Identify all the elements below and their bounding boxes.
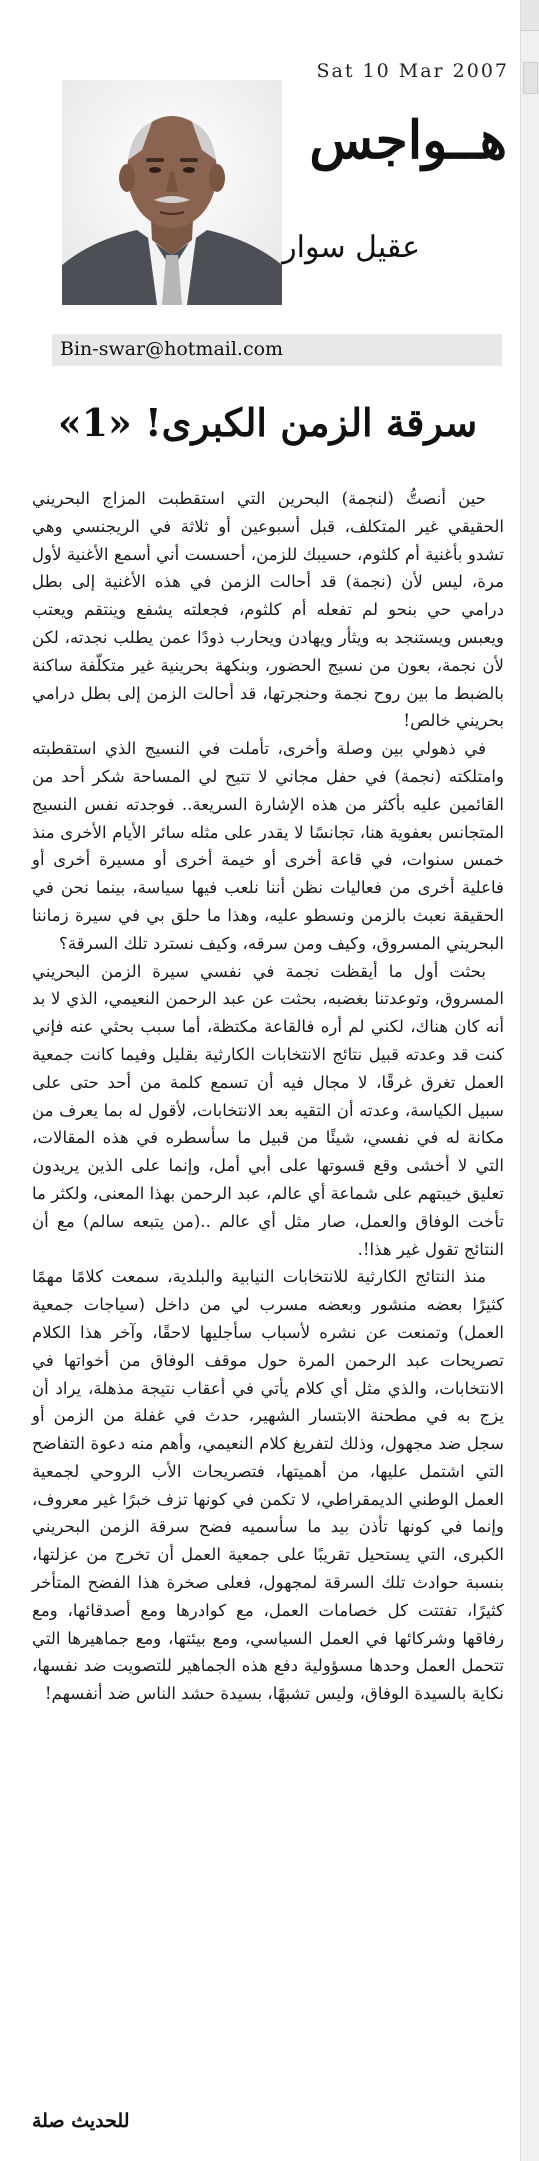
to-be-continued-note: للحديث صلة [32,2110,130,2132]
scrollbar[interactable] [520,0,539,2161]
article-body [32,485,504,1708]
article-paragraph: في ذهولي بين وصلة وأخرى، تأملت في النسيج الذي استقطبته وامتلكته (نجمة) في حفل مجاني لا تتيح لي المساحة شكر أحد من القائمين عليه بأكثر من هذه الإشارة السريعة.. فوجدته نفس النسيج المتجانس بعفوية هنا، تجانسًا لا يقدر على مثله سائر الأيام الأخرى منذ خمس سنوات، في قاعة أخرى أو خيمة أخرى أو مسيرة أخرى أو فاعلية أخرى من فعاليات نظن أننا نلعب فيها سياسة، بينما نحن في الحقيقة نعبث بالزمن ونسطو عليه، وهذا ما حلق بي في سيرة زماننا البحريني المسروق، وكيف ومن سرقه، وكيف نسترد تلك السرقة؟ [32,739,504,953]
author-name: عقيل سوار [282,230,420,265]
author-photo [62,80,282,305]
publish-date: Sat 10 Mar 2007 [316,60,509,82]
scrollbar-thumb[interactable] [523,62,538,94]
email-bar [52,334,502,366]
article-paragraph: منذ النتائج الكارثية للانتخابات النيابية والبلدية، سمعت كلامًا مهمًا كثيرًا بعضه منشور وبعضه مسرب لي من داخل (سياجات جمعية العمل) وتمنعت عن نشره لأسباب سأجليها لاحقًا، وآخر هذا الكلام تصريحات عبد الرحمن المرة حول موقف الوفاق من أخواتها في الانتخابات، والذي مثل أي كلام يأتي في أعقاب نتيجة مذهلة، يراد أن يزج به في مطحنة الابتسار الشهير، حدث في غفلة من الزمن أو سجل ضد مجهول، وذلك لتفريغ كلام النعيمي، وأهم منه دعوة التفاضح التي اشتمل عليها، من أهميتها، فتصريحات الأب الروحي لجمعية العمل الوطني الديمقراطي، لا تكمن في كونها تزف خبرًا غير معروف، وإنما في كونها تأذن بيد ما سأسميه فضح سرقة الزمن البحريني الكبرى، التي يستحيل تقريبًا على جمعية العمل أن تخرج من عزلتها، بنسبة حوادث تلك السرقة لمجهول، فعلى صخرة هذا الفضح المتأخر كثيرًا، تفتتت كل خصامات العمل، مع كوادرها ومع أصدقائها، ومع رفاقها وشركائها في العمل السياسي، ومع بيئتها، ومع جماهيرها التي تتحمل العمل وحدها مسؤولية دفع هذه الجماهير للتصويت ضد نفسها، نكاية بالسيدة الوفاق، وليس تشبهًا، بسيدة حشد الناس ضد أنفسهم! [32,1267,504,1704]
author-email-link[interactable]: Bin-swar@hotmail.com [60,338,284,360]
column-title: هــواجس [309,110,507,171]
author-portrait-image [62,80,282,305]
article-paragraph: حين أنصتُّ (لنجمة) البحرين التي استقطبت المزاج البحريني الحقيقي غير المتكلف، قبل أسبوعين أو ثلاثة في الريجنسي وهي تشدو بأغنية أم كلثوم، حسيبك للزمن، أحسست أني أسمع الأغنية لأول مرة، ليس لأن (نجمة) قد أحالت الزمن في هذه الأغنية إلى بطل درامي حي بنحو لم تفعله أم كلثوم، فجعلته يشفع وينتقم ويعتب ويعبس ويستنجد به ويثأر ويهادن ويحارب ذودًا عمن يطلب نجدته، لكن لأن نجمة، بعون من نسيج الحضور، وبنكهة بحرينية غير متكلّفة ساكنة بالضبط ما بين روح نجمة وحنجرتها، قد أحالت الزمن إلى بطل درامي بحريني خالص! [32,489,504,731]
article-headline: سرقة الزمن الكبرى! «1» [57,400,478,445]
article-paragraph: بحثت أول ما أيقظت نجمة في نفسي سيرة الزمن البحريني المسروق، وتوعدتنا بغضبه، بحثت عن عبد الرحمن النعيمي، الذي لا بد أنه كان هناك، لكني لم أره فالقاعة مكتظة، أما سبب بحثي عنه فإني كنت قد وعدته قبيل نتائج الانتخابات الكارثية بقليل وفيما كانت جمعية العمل تغرق غرقًا، لا مجال فيه أن تسمع كلمة من أحد حتى على سبيل الكياسة، وعدته أن التقيه بعد الانتخابات، لأقول له بما يعرف من مكانة له في نفسي، شيئًا من قبيل ما سأسطره في هذه المقالات، التي لا أخشى وقع قسوتها على أبي أمل، وإنما على الذين يريدون تعليق خيبتهم على شماعة أي عالم، عبد الرحمن بهذا المعنى، ولكثر ما تأخت الوفاق والعمل، صار مثل أي عالم ..(من يتبعه سالم) مع أن النتائج تقول غير هذا!. [32,961,504,1259]
scroll-up-button[interactable] [521,0,539,31]
